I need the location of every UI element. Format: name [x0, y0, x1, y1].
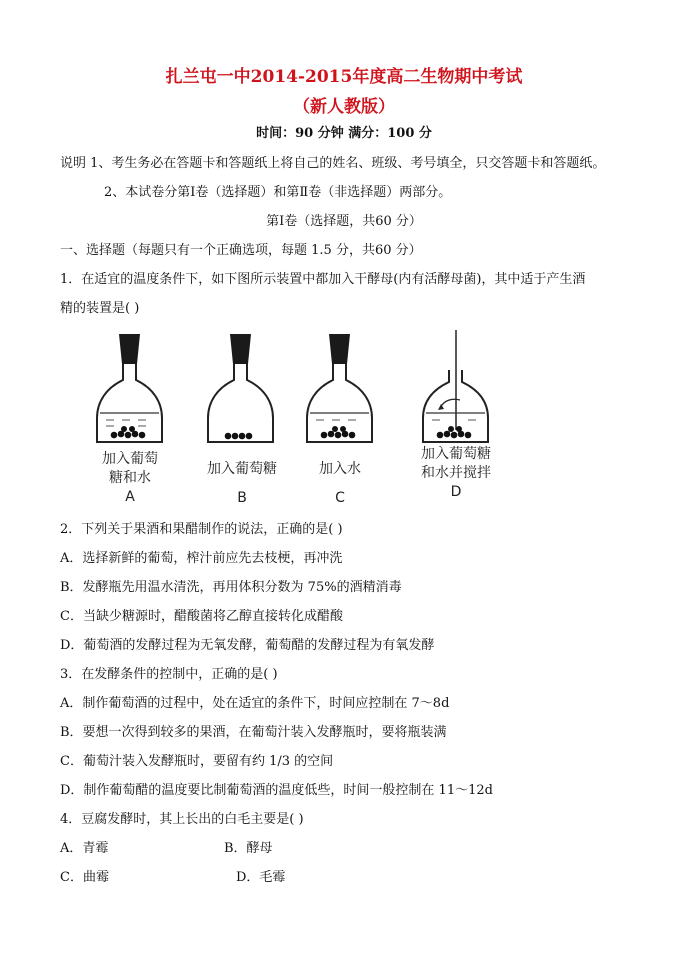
flask-d-letter: D [450, 484, 462, 500]
section-heading: 一、选择题（每题只有一个正确选项，每题 1.5 分，共60 分） [60, 243, 422, 258]
instruction-line-1: 说明 1、考生务必在答题卡和答题纸上将自己的姓名、班级、考号填全，只交答题卡和答题纸。 [60, 156, 606, 171]
flask-b-letter: B [237, 490, 247, 506]
flask-c-label [294, 460, 386, 508]
flask-c-letter: C [335, 490, 345, 506]
flask-d-label-line-2: 和水并搅拌 [421, 465, 491, 481]
q4-option-b: B．酵母 [224, 841, 273, 856]
part-title: 第Ⅰ卷（选择题，共60 分） [266, 214, 422, 229]
flask-a [97, 334, 162, 442]
flask-d-label-line-1: 加入葡萄糖 [421, 446, 491, 462]
q2-option-c: C．当缺少糖源时，醋酸菌将乙醇直接转化成醋酸 [60, 609, 343, 624]
q3-option-c: C．葡萄汁装入发酵瓶时，要留有约 1/3 的空间 [60, 754, 334, 769]
q4-option-c: C．曲霉 [60, 870, 109, 885]
flask-a-label-line-1: 加入葡萄 [102, 451, 158, 467]
flask-c-label-line-1: 加入水 [319, 461, 361, 477]
time-score-line: 时间：90 分钟 满分：100 分 [256, 126, 432, 141]
flask-b [208, 334, 273, 442]
q1-stem-line-2: 精的装置是( ) [60, 301, 140, 316]
flask-b-label-line-1: 加入葡萄糖 [207, 461, 277, 477]
q3-option-a: A．制作葡萄酒的过程中，处在适宜的条件下，时间应控制在 7～8d [60, 696, 450, 711]
q3-option-d: D．制作葡萄醋的温度要比制葡萄酒的温度低些，时间一般控制在 11～12d [60, 783, 493, 798]
q4-stem: 4．豆腐发酵时，其上长出的白毛主要是( ) [60, 812, 304, 827]
q2-option-b: B．发酵瓶先用温水清洗，再用体积分数为 75%的酒精消毒 [60, 580, 402, 595]
q2-option-a: A．选择新鲜的葡萄，榨汁前应先去枝梗，再冲洗 [60, 551, 343, 566]
flask-b-label [196, 460, 288, 508]
flask-d [423, 330, 488, 442]
q2-option-d: D．葡萄酒的发酵过程为无氧发酵，葡萄醋的发酵过程为有氧发酵 [60, 638, 435, 653]
q3-stem: 3．在发酵条件的控制中，正确的是( ) [60, 667, 278, 682]
q3-option-b: B．要想一次得到较多的果酒，在葡萄汁装入发酵瓶时，要将瓶装满 [60, 725, 447, 740]
flask-d-label [404, 445, 508, 502]
flask-diagram [92, 330, 512, 450]
flask-a-label [84, 450, 176, 507]
q2-stem: 2．下列关于果酒和果醋制作的说法，正确的是( ) [60, 522, 343, 537]
flask-c [307, 334, 372, 442]
q1-stem-line-1: 1．在适宜的温度条件下，如下图所示装置中都加入干酵母(内有活酵母菌)，其中适于产生酒 [60, 272, 586, 287]
q1-flask-figure [92, 330, 512, 515]
instruction-line-2: 2、本试卷分第Ⅰ卷（选择题）和第Ⅱ卷（非选择题）两部分。 [104, 185, 452, 200]
q4-option-d: D．毛霉 [236, 870, 286, 885]
exam-subtitle: （新人教版） [293, 97, 395, 117]
q4-option-a: A．青霉 [60, 841, 109, 856]
exam-title: 扎兰屯一中2014-2015年度高二生物期中考试 [165, 67, 523, 87]
flask-a-label-line-2: 糖和水 [109, 470, 151, 486]
flask-a-letter: A [125, 489, 135, 505]
